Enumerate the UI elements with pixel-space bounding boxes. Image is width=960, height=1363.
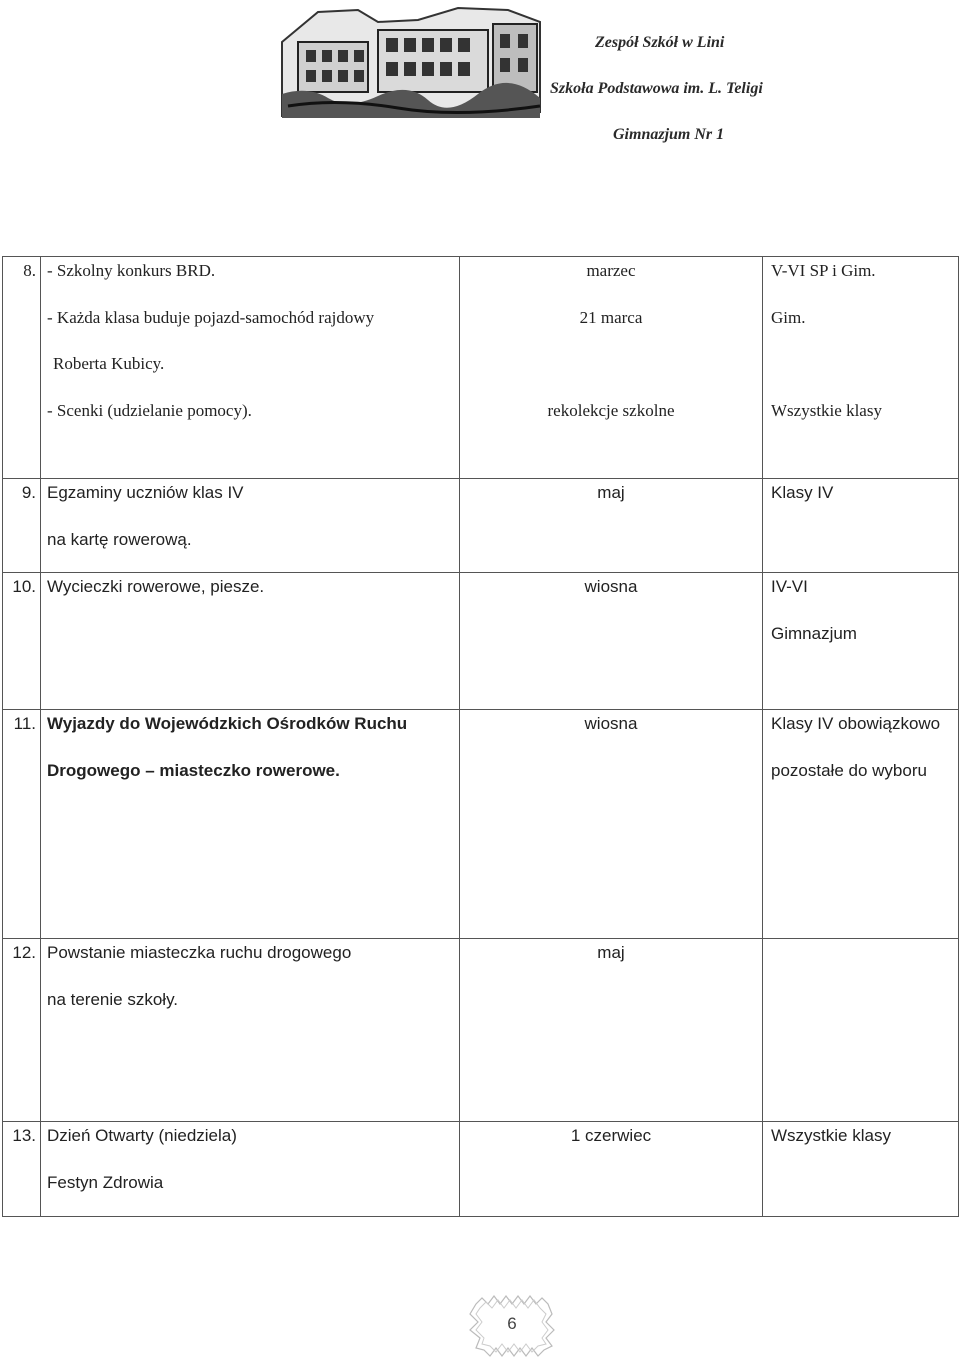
table-row <box>3 939 959 1122</box>
participants-line: Wszystkie klasy <box>771 401 882 421</box>
table-row <box>3 710 959 939</box>
table-row <box>3 1122 959 1216</box>
activity-line: na terenie szkoły. <box>47 990 179 1010</box>
activity-line: na kartę rowerową. <box>47 529 192 549</box>
date-line: 21 marca <box>579 307 643 327</box>
date-line: marzec <box>586 261 636 280</box>
page-header <box>0 0 960 160</box>
row-number: 8. <box>23 261 36 280</box>
page-number: 6 <box>507 1314 517 1333</box>
participants-line: V-VI SP i Gim. <box>771 261 876 280</box>
row-number: 12. <box>12 943 36 963</box>
middle-school-name: Gimnazjum Nr 1 <box>613 126 725 143</box>
page-number-badge <box>466 1292 558 1358</box>
participants-line: Klasy IV <box>771 483 834 502</box>
date-line: wiosna <box>584 714 638 734</box>
participants-line: Klasy IV obowiązkowo <box>771 714 941 734</box>
activity-line: Wycieczki rowerowe, piesze. <box>47 577 265 597</box>
school-building-logo <box>278 2 544 122</box>
participants-line: pozostałe do wyboru <box>771 761 927 781</box>
date-line: rekolekcje szkolne <box>547 401 675 421</box>
row-number: 10. <box>12 577 36 597</box>
activity-plan-table <box>2 256 959 1217</box>
activity-line: Festyn Zdrowia <box>47 1173 164 1193</box>
activity-line: Dzień Otwarty (niedziela) <box>47 1126 237 1146</box>
table-row <box>3 257 959 479</box>
participants-line: Wszystkie klasy <box>771 1126 891 1146</box>
date-line: maj <box>597 943 625 963</box>
activity-line: Egzaminy uczniów klas IV <box>47 483 244 502</box>
activity-line: Powstanie miasteczka ruchu drogowego <box>47 943 352 963</box>
date-line: wiosna <box>584 577 638 597</box>
table-row <box>3 573 959 710</box>
primary-school-name: Szkoła Podstawowa im. L. Teligi <box>550 80 763 97</box>
activity-line: - Scenki (udzielanie pomocy). <box>47 401 252 421</box>
row-number: 13. <box>12 1126 36 1146</box>
date-line: 1 czerwiec <box>570 1126 652 1146</box>
date-line: maj <box>597 483 625 502</box>
participants-line: Gim. <box>771 307 806 327</box>
activity-line: Drogowego – miasteczko rowerowe. <box>47 761 340 781</box>
activity-line: Roberta Kubicy. <box>53 354 165 374</box>
activity-line: Wyjazdy do Wojewódzkich Ośrodków Ruchu <box>47 714 408 734</box>
activity-line: - Każda klasa buduje pojazd-samochód rajdowy <box>47 307 375 327</box>
date-line <box>460 350 762 397</box>
participants-line: IV-VI <box>771 577 808 597</box>
school-name: Zespół Szkół w Lini <box>595 34 725 51</box>
row-number: 11. <box>13 714 36 734</box>
participants-line <box>771 350 958 397</box>
activity-line: - Szkolny konkurs BRD. <box>47 261 216 280</box>
participants-line: Gimnazjum <box>771 624 857 644</box>
row-number: 9. <box>21 483 36 502</box>
table-row <box>3 479 959 573</box>
